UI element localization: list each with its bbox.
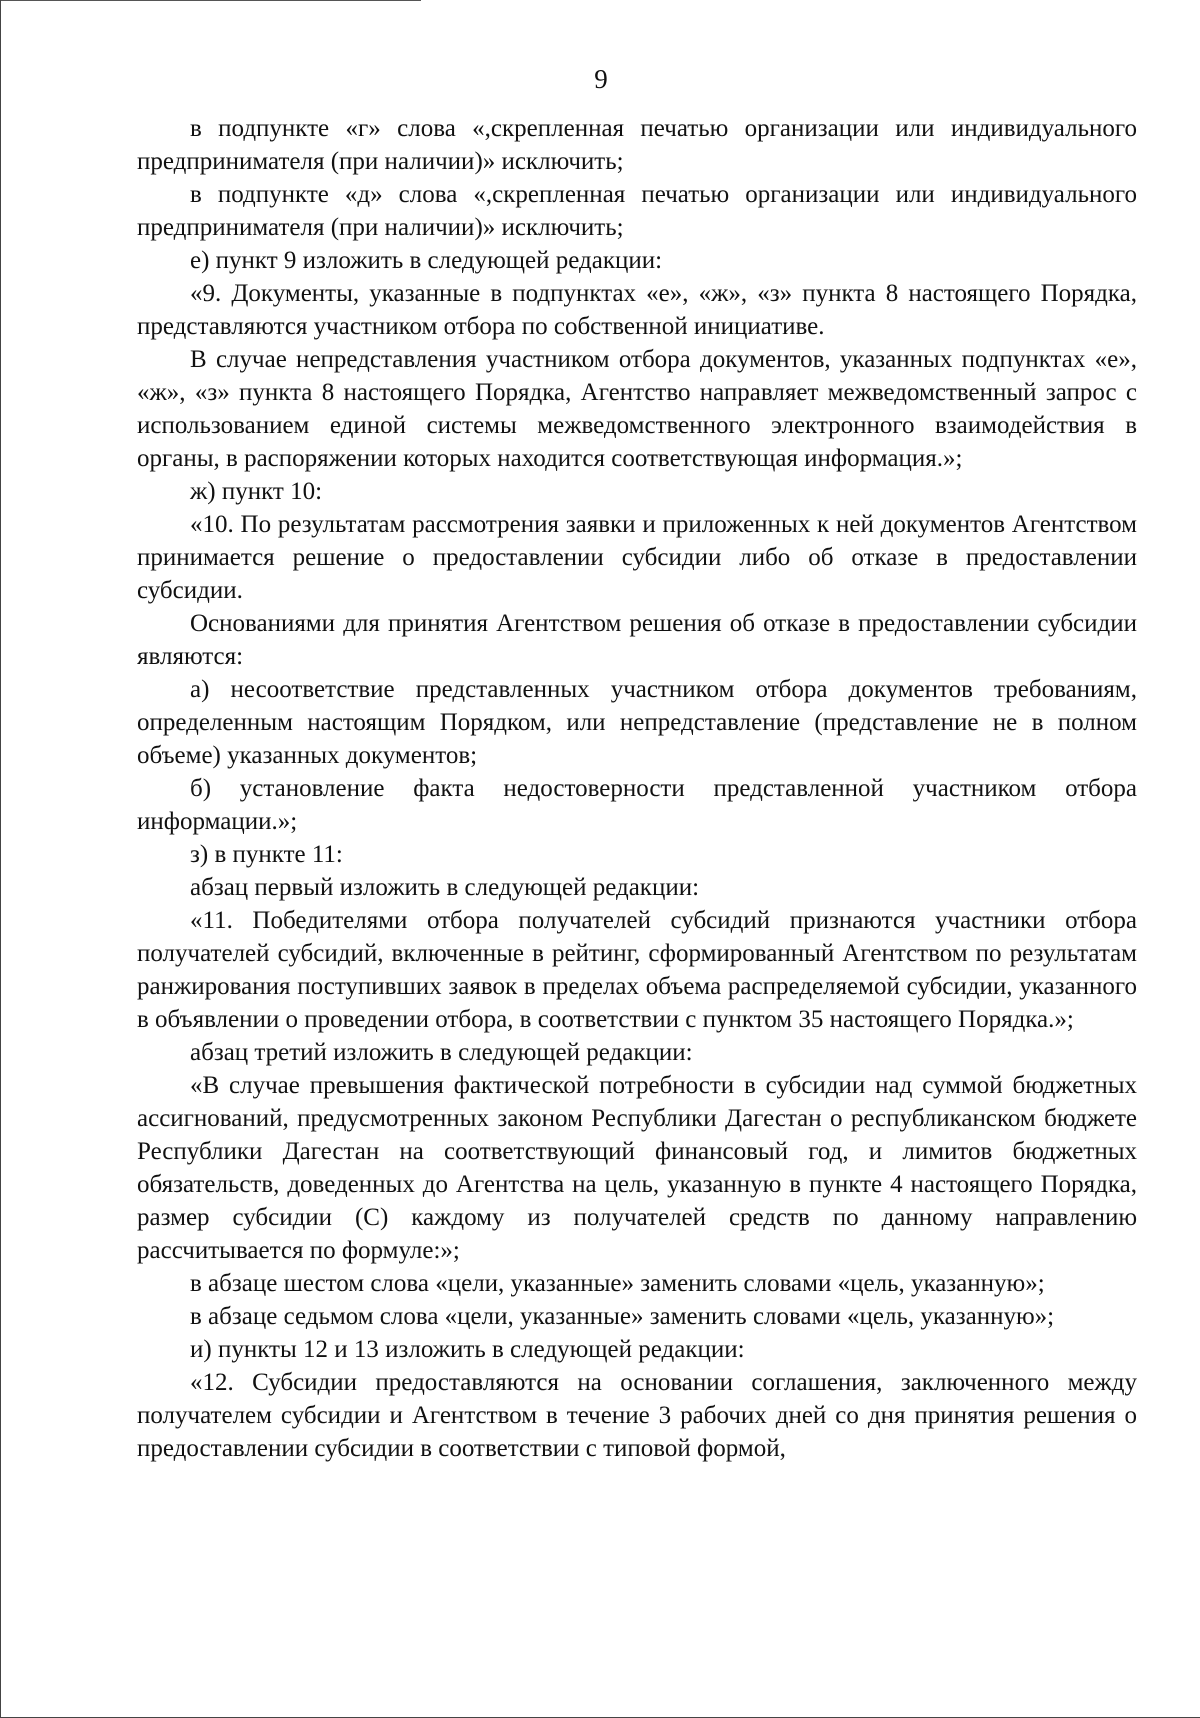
paragraph: «11. Победителями отбора получателей субсидий признаются участники отбора получателей субсидий, включенные в рейтинг, сформированный Агентством по результатам ранжирования поступивших заявок в пределах объема распределяемой субсидии, указанного в объявлении о проведении отбора, в соответствии с пунктом 35 настоящего Порядка.»; — [137, 907, 1137, 1033]
paragraph: «10. По результатам рассмотрения заявки и приложенных к ней документов Агентством принимается решение о предоставлении субсидии либо об отказе в предоставлении субсидии. — [137, 511, 1137, 604]
paragraph: е) пункт 9 изложить в следующей редакции: — [190, 247, 663, 274]
paragraph: абзац первый изложить в следующей редакции: — [190, 874, 700, 901]
paragraph: а) несоответствие представленных участником отбора документов требованиям, определенным настоящим Порядком, или непредставление (представление не в полном объеме) указанных документов; — [137, 676, 1137, 769]
paragraph: в абзаце седьмом слова «цели, указанные» заменить словами «цель, указанную»; — [190, 1303, 1055, 1330]
paragraph: и) пункты 12 и 13 изложить в следующей редакции: — [190, 1336, 745, 1363]
paragraph: Основаниями для принятия Агентством решения об отказе в предоставлении субсидии являются: — [137, 610, 1137, 670]
paragraph: «В случае превышения фактической потребности в субсидии над суммой бюджетных ассигнований, предусмотренных законом Республики Дагестан о республиканском бюджете Республики Дагестан на соответствующий финансовый год, и лимитов бюджетных обязательств, доведенных до Агентства на цель, указанную в пункте 4 настоящего Порядка, размер субсидии (С) каждому из получателей средств по данному направлению рассчитывается по формуле:»; — [137, 1072, 1137, 1264]
document-body — [137, 112, 1137, 1465]
paragraph: абзац третий изложить в следующей редакции: — [190, 1039, 693, 1066]
paragraph: «9. Документы, указанные в подпунктах «е», «ж», «з» пункта 8 настоящего Порядка, представляются участником отбора по собственной инициативе. — [137, 280, 1137, 340]
page-number: 9 — [594, 64, 608, 94]
paragraph: в подпункте «д» слова «,скрепленная печатью организации или индивидуального предпринимателя (при наличии)» исключить; — [137, 181, 1137, 241]
scan-edge-line — [1, 0, 421, 1]
paragraph: в абзаце шестом слова «цели, указанные» заменить словами «цель, указанную»; — [190, 1270, 1045, 1297]
paragraph: В случае непредставления участником отбора документов, указанных подпунктах «е», «ж», «з» пункта 8 настоящего Порядка, Агентство направляет межведомственный запрос с использованием единой системы межведомственного электронного взаимодействия в органы, в распоряжении которых находится соответствующая информация.»; — [137, 346, 1137, 472]
paragraph: б) установление факта недостоверности представленной участником отбора информации.»; — [137, 775, 1137, 835]
paragraph: ж) пункт 10: — [190, 478, 323, 505]
paragraph: «12. Субсидии предоставляются на основании соглашения, заключенного между получателем субсидии и Агентством в течение 3 рабочих дней со дня принятия решения о предоставлении субсидии в соответствии с типовой формой, — [137, 1369, 1137, 1462]
paragraph: з) в пункте 11: — [190, 841, 343, 868]
paragraph: в подпункте «г» слова «,скрепленная печатью организации или индивидуального предпринимателя (при наличии)» исключить; — [137, 115, 1137, 175]
